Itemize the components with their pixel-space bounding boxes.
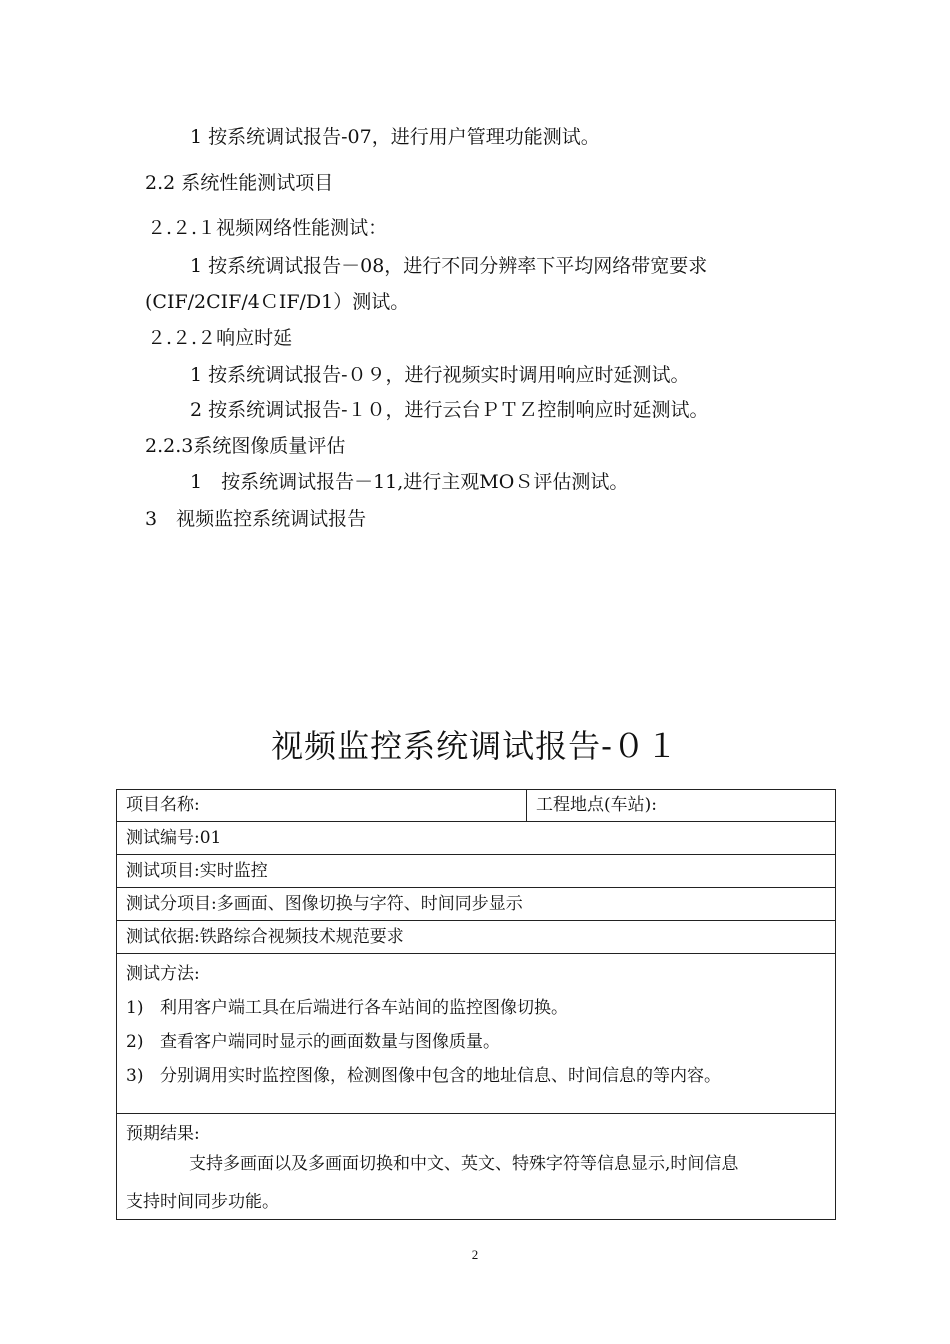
method-item — [126, 1030, 835, 1054]
basis-cell: 测试依据:铁路综合视频技术规范要求 — [117, 921, 836, 954]
page-number: 2 — [471, 1247, 479, 1262]
site-cell: 工程地点(车站): — [527, 790, 836, 822]
test-method-label: 测试方法: — [126, 964, 200, 984]
method-item-number: 2) — [126, 1032, 144, 1052]
expected-result-line: 支持多画面以及多画面切换和中文、英文、特殊字符等信息显示,时间信息 — [189, 1154, 739, 1174]
table-row — [117, 855, 836, 888]
paragraph-mos-test: 1 按系统调试报告－11,进行主观MOＳ评估测试。 — [190, 471, 629, 493]
table-row — [117, 954, 836, 1114]
table-row — [117, 822, 836, 855]
method-item-number: 1) — [126, 998, 144, 1018]
paragraph-bandwidth-test: 1 按系统调试报告－08，进行不同分辨率下平均网络带宽要求 — [190, 255, 708, 277]
method-item-text: 利用客户端工具在后端进行各车站间的监控图像切换。 — [160, 998, 568, 1018]
section-heading-report: 3 视频监控系统调试报告 — [145, 508, 367, 530]
expected-result-label: 预期结果: — [126, 1124, 200, 1144]
subsection-heading-image-quality: 2.2.3系统图像质量评估 — [145, 435, 346, 457]
report-table — [116, 789, 836, 1220]
subsection-heading-latency: ２.２.２响应时延 — [147, 327, 293, 349]
report-title: 视频监控系统调试报告-０１ — [271, 727, 679, 765]
expected-result-cell — [117, 1114, 836, 1220]
method-item-text: 查看客户端同时显示的画面数量与图像质量。 — [160, 1032, 500, 1052]
paragraph-bandwidth-test-cont: (CIF/2CIF/4ＣIF/D1）测试。 — [145, 291, 410, 313]
method-item — [126, 996, 835, 1020]
method-item-number: 3) — [126, 1066, 144, 1086]
sub-item-cell: 测试分项目:多画面、图像切换与字符、时间同步显示 — [117, 888, 836, 921]
test-number-cell: 测试编号:01 — [117, 822, 836, 855]
table-row — [117, 921, 836, 954]
method-item — [126, 1064, 835, 1088]
method-item-text: 分别调用实时监控图像，检测图像中包含的地址信息、时间信息的等内容。 — [160, 1066, 721, 1086]
test-method-cell — [117, 954, 836, 1114]
table-row — [117, 1114, 836, 1220]
paragraph-video-latency-test: 1 按系统调试报告-０９，进行视频实时调用响应时延测试。 — [190, 364, 690, 386]
section-heading-performance: 2.2 系统性能测试项目 — [145, 172, 334, 194]
paragraph-user-management-test: 1 按系统调试报告-07，进行用户管理功能测试。 — [190, 126, 600, 148]
test-item-cell: 测试项目:实时监控 — [117, 855, 836, 888]
expected-result-line: 支持时间同步功能。 — [126, 1192, 279, 1212]
subsection-heading-network: ２.２.１视频网络性能测试： — [147, 217, 388, 239]
paragraph-ptz-latency-test: 2 按系统调试报告-１０，进行云台ＰＴＺ控制响应时延测试。 — [190, 399, 709, 421]
table-row — [117, 888, 836, 921]
project-name-cell: 项目名称: — [117, 790, 527, 822]
table-row — [117, 790, 836, 822]
